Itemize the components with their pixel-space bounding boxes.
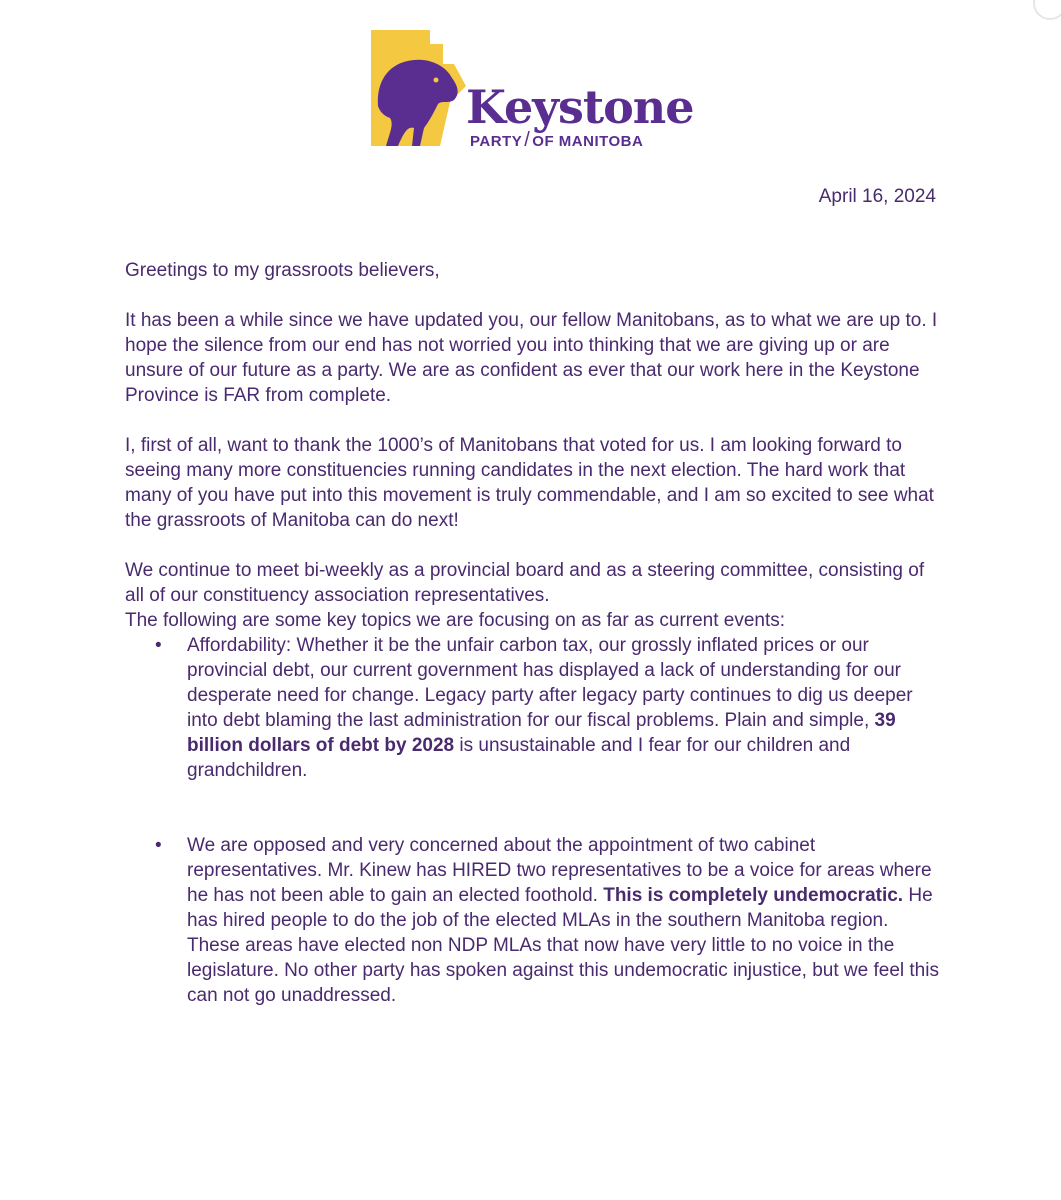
paragraph-topics-intro: The following are some key topics we are focusing on as far as current events: xyxy=(125,610,786,631)
bullet-marker: • xyxy=(155,635,162,656)
bullet-text: Affordability: Whether it be the unfair carbon tax, our grossly inflated prices or our provincial debt, our current government has displayed a lack of understanding for our desperate need for change. Legacy party after legacy party continues to dig us deeper into debt blaming the last administration for our fiscal problems. Plain and simple, xyxy=(187,635,913,731)
bullet-bold-text: 39 billion dollars of debt by 2028 xyxy=(187,710,896,756)
bullet-bold-text: This is completely undemocratic. xyxy=(603,885,904,906)
letter-body xyxy=(125,258,945,1058)
bullet-marker: • xyxy=(155,835,162,856)
paragraph-intro: It has been a while since we have updated you, our fellow Manitobans, as to what we are up to. I hope the silence from our end has not worried you into thinking that we are giving up or are unsure of our future as a party. We are as confident as ever that our work here in the Keystone Province is FAR from complete. xyxy=(125,310,938,406)
bullet-text-end: is unsustainable and I fear for our children and grandchildren. xyxy=(187,735,851,781)
greeting: Greetings to my grassroots believers, xyxy=(125,260,440,281)
party-logo xyxy=(368,28,698,150)
party-subtitle xyxy=(470,131,680,151)
subtitle-slash: / xyxy=(524,129,531,151)
bullet-text: We are opposed and very concerned about the appointment of two cabinet representatives. Mr. Kinew has HIRED two representatives to be a voice for areas where he has not been able to gain an elected foothold. xyxy=(187,835,932,906)
paragraph-thanks: I, first of all, want to thank the 1000’s of Manitobans that voted for us. I am looking forward to seeing many more constituencies running candidates in the next election. The hard work that many of you have put into this movement is truly commendable, and I am so excited to see what the grassroots of Manitoba can do next! xyxy=(125,435,934,531)
bison-eye xyxy=(434,78,439,83)
manitoba-bison-icon xyxy=(368,28,468,150)
party-name: Keystone xyxy=(466,80,694,134)
subtitle-left: PARTY xyxy=(470,133,523,150)
bullet-text-end: He has hired people to do the job of the elected MLAs in the southern Manitoba region. These areas have elected non NDP MLAs that now have very little to no voice in the legislature. No other party has spoken against this undemocratic injustice, but we feel this can not go unaddressed. xyxy=(187,885,939,1006)
corner-circle-mark xyxy=(1033,0,1061,20)
list-item xyxy=(125,833,945,1008)
list-item xyxy=(125,633,945,783)
letter-date: April 16, 2024 xyxy=(818,186,936,207)
subtitle-right: OF MANITOBA xyxy=(532,133,644,150)
paragraph-meetings: We continue to meet bi-weekly as a provincial board and as a steering committee, consisting of all of our constituency association representatives. xyxy=(125,560,925,606)
key-topics-list xyxy=(125,633,945,1008)
